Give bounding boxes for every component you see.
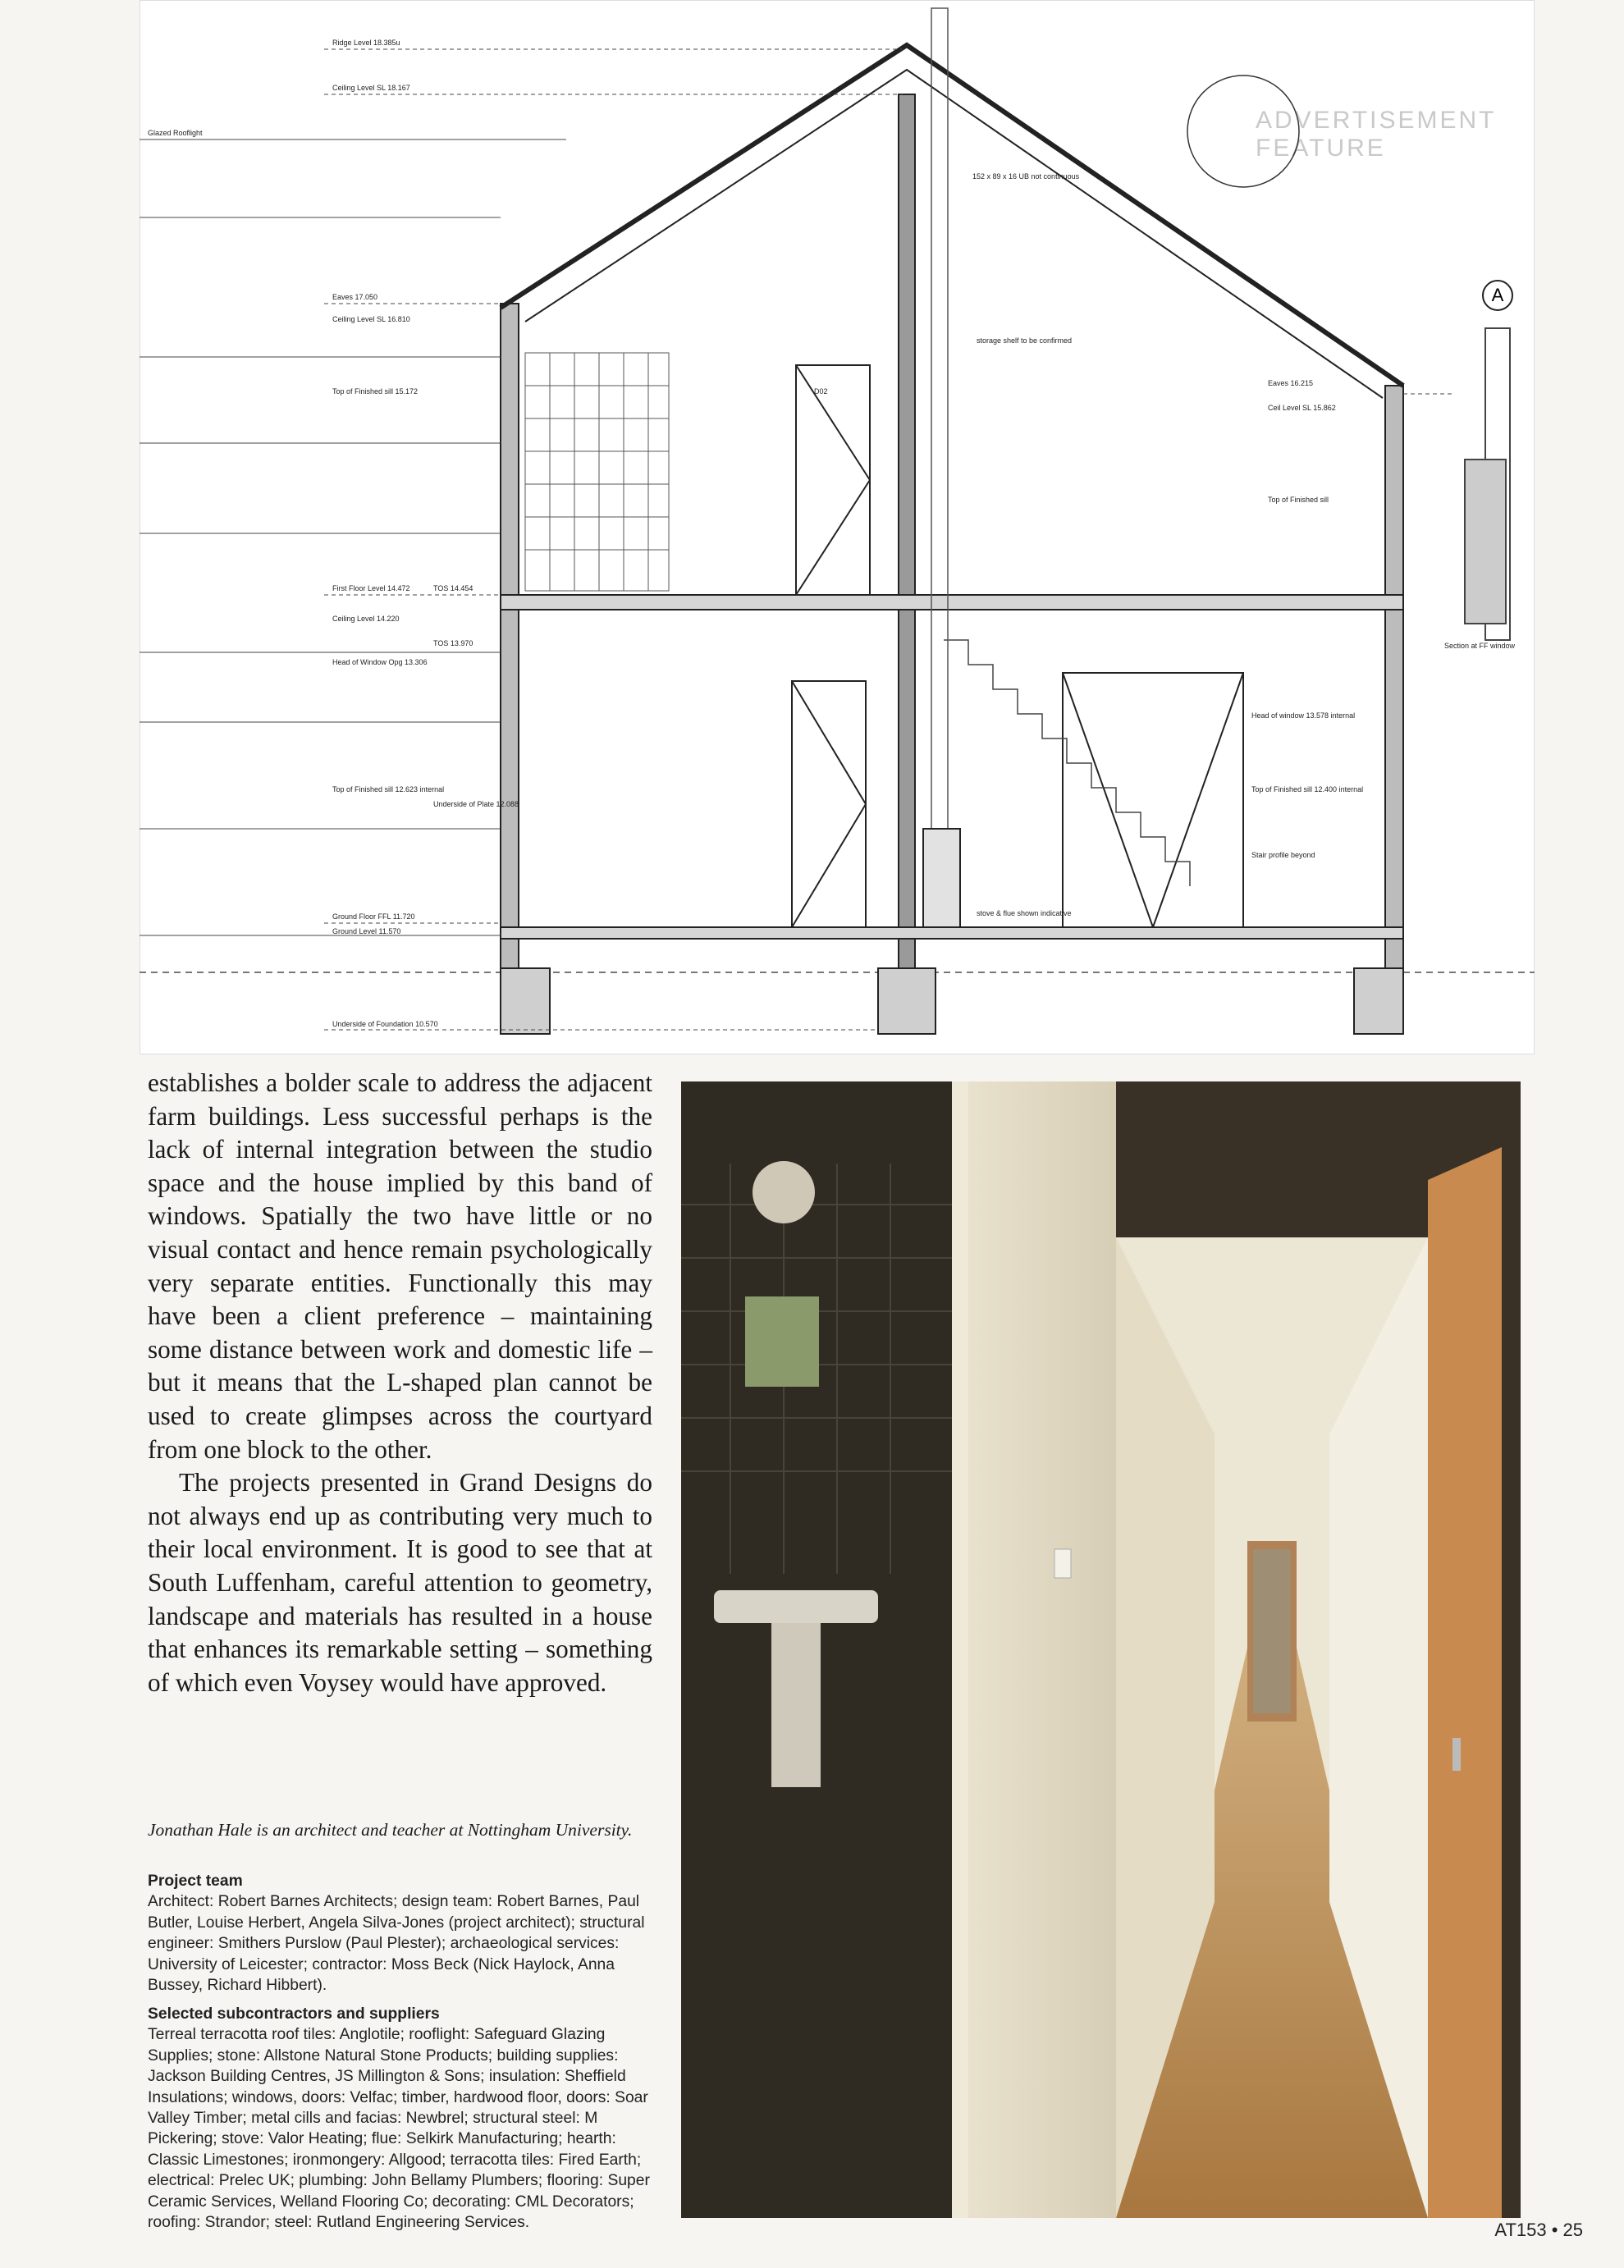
hallway-photo-illustration [681,1081,1521,2218]
label-glazed-rooflight: Glazed Rooflight [148,129,203,137]
interior-photograph [681,1081,1521,2218]
label-ceiling-level-upper: Ceiling Level SL 18.167 [332,84,410,92]
label-tos-upper: TOS 14.454 [433,584,473,592]
label-sill-upper: Top of Finished sill 15.172 [332,387,419,396]
label-eaves-left: Eaves 17.050 [332,293,378,301]
section-drawing [140,0,1535,1054]
article-body [148,1067,652,1699]
page-folio: AT153 • 25 [1494,2220,1583,2240]
article-paragraph-2: The projects presented in Grand Designs do not always end up as contributing very much to their local environment. It is good to see that at South Luffenham, careful attention to geometry, landscape and materials has resulted in a house that enhances its remarkable setting – something of which even Voysey would have approved. [148,1468,652,1697]
label-section-title: Section at FF window [1444,642,1516,650]
label-ground-floor-ffl: Ground Floor FFL 11.720 [332,912,415,921]
label-head-window-opg: Head of Window Opg 13.306 [332,658,428,666]
author-byline: Jonathan Hale is an architect and teacher at Nottingham University. [148,1820,633,1840]
project-team-credits [148,1871,656,1996]
suppliers-credits [148,2004,656,2233]
label-underside-plate: Underside of Plate 12.088 [433,800,519,808]
label-ceiling-level-sl: Ceiling Level SL 16.810 [332,315,410,323]
label-sill-lower-left: Top of Finished sill 12.623 internal [332,785,445,793]
label-first-floor-level: First Floor Level 14.472 [332,584,410,592]
label-tos-lower: TOS 13.970 [433,639,473,647]
label-ridge-level: Ridge Level 18.385u [332,39,400,47]
label-steel-beam: 152 x 89 x 16 UB not continuous [972,172,1080,181]
label-stair-profile: Stair profile beyond [1251,851,1315,859]
label-eaves-right: Eaves 16.215 [1268,379,1314,387]
label-storage-shelf: storage shelf to be confirmed [977,336,1073,345]
suppliers-title: Selected subcontractors and suppliers [148,2005,440,2023]
label-ground-level: Ground Level 11.570 [332,927,401,935]
section-drawing-svg [140,0,1535,1054]
label-sill-lower-right: Top of Finished sill 12.400 internal [1251,785,1364,793]
label-ceiling-level-lower: Ceiling Level 14.220 [332,615,400,623]
label-ceil-level-right: Ceil Level SL 15.862 [1268,404,1336,412]
label-door-d02: D02 [814,387,828,396]
project-team-title: Project team [148,1872,243,1890]
advertisement-feature-ghost: ADVERTISEMENT FEATURE [1256,107,1496,162]
article-paragraph-1: establishes a bolder scale to address the adjacent farm buildings. Less successful perhaps is the lack of internal integration between the studio space and the house implied by this band of windows. Spatially the two have little or no visual contact and hence remain psychologically very separate entities. Functionally this may have been a client preference – maintaining some distance between work and domestic life – but it means that the L-shaped plan cannot be used to create glimpses across the courtyard from one block to the other. [148,1068,652,1464]
label-stove-flue: stove & flue shown indicative [977,909,1072,917]
project-team-text: Architect: Robert Barnes Architects; design team: Robert Barnes, Paul Butler, Louise Herbert, Angela Silva-Jones (project architect); structural engineer: Smithers Purslow (Paul Plester); archaeological services: University of Leicester; contractor: Moss Beck (Nick Haylock, Anna Bussey, Richard Hibbert). [148,1893,645,1995]
label-head-window-internal: Head of window 13.578 internal [1251,711,1356,720]
label-underside-foundation: Underside of Foundation 10.570 [332,1020,438,1028]
suppliers-text: Terreal terracotta roof tiles: Anglotile; rooflight: Safeguard Glazing Supplies; stone: Allstone Natural Stone Products; building supplies: Jackson Building Centres, JS Millington & Sons; insulation: Sheffield Insulations; windows, doors: Velfac; timber, hardwood floor, doors: Soar Valley Timber; metal cills and facias: Newbrel; structural steel: M Pickering; stove: Valor Heating; flue: Selkirk Manufacturing; hearth: Classic Limestones; ironmongery: Allgood; terracotta tiles: Fired Earth; electrical: Prelec UK; plumbing: John Bellamy Plumbers; flooring: Super Ceramic Services, Welland Flooring Co; decorating: CML Decorators; roofing: Strandor; steel: Rutland Engineering Services. [148,2026,650,2232]
label-sill-right-upper: Top of Finished sill [1268,496,1329,504]
grid-marker-a: A [1491,285,1504,305]
